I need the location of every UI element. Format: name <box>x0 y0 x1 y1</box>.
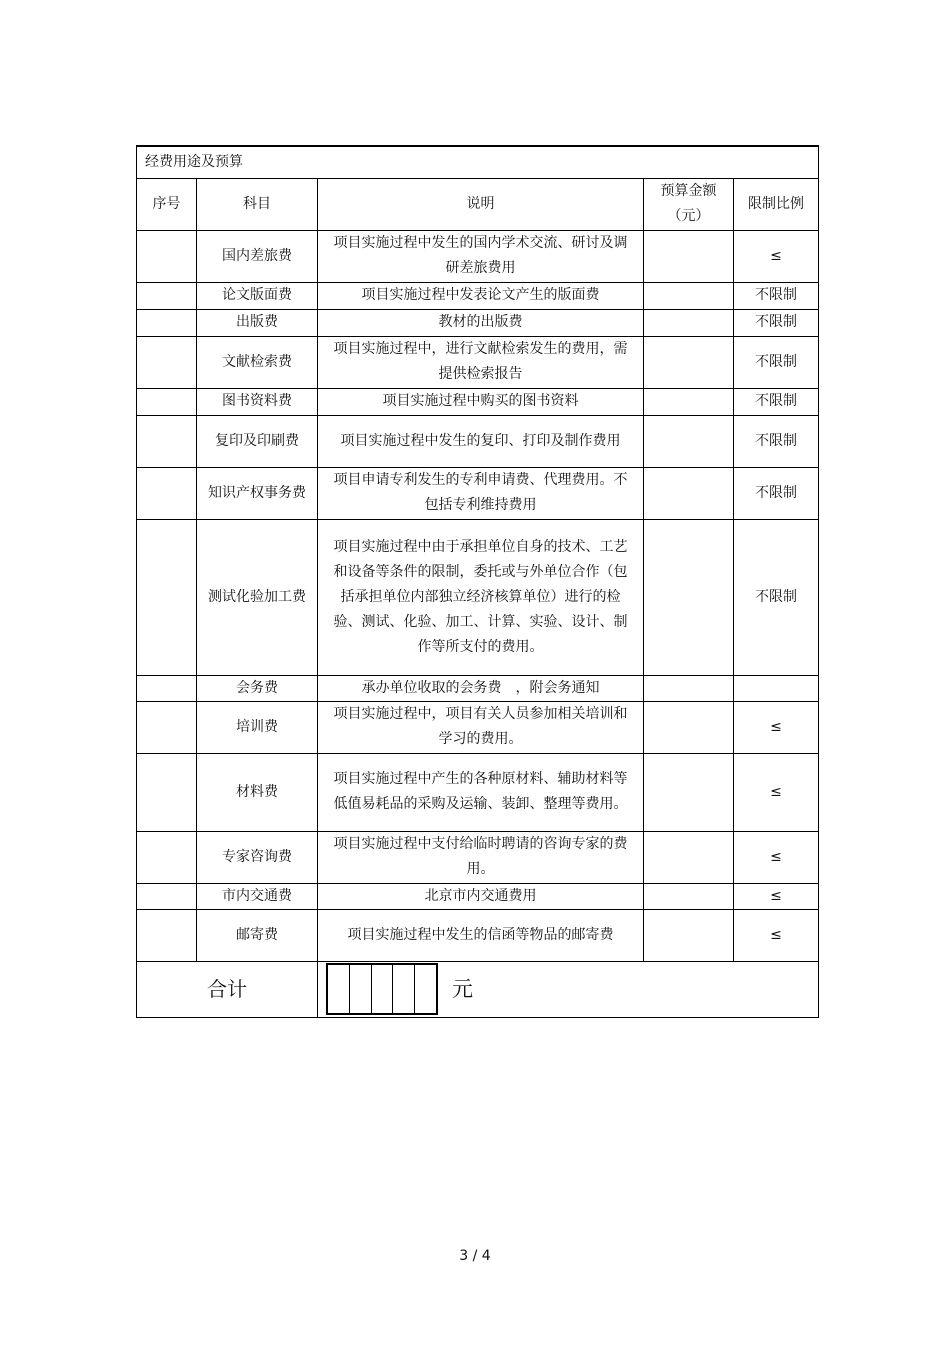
total-amount-cell <box>318 961 819 1017</box>
table-row <box>137 675 819 701</box>
budget-amount-cell[interactable] <box>644 519 734 675</box>
table-row <box>137 388 819 415</box>
budget-amount-cell[interactable] <box>644 415 734 467</box>
seq-cell <box>137 336 197 388</box>
subject-cell: 论文版面费 <box>197 282 318 309</box>
table-row <box>137 753 819 831</box>
limit-cell: ≤ <box>734 701 819 753</box>
limit-cell: 不限制 <box>734 309 819 336</box>
table-row <box>137 230 819 282</box>
budget-amount-cell[interactable] <box>644 701 734 753</box>
seq-cell <box>137 467 197 519</box>
subject-cell: 复印及印刷费 <box>197 415 318 467</box>
header-seq: 序号 <box>137 178 197 230</box>
limit-cell: 不限制 <box>734 336 819 388</box>
table-title: 经费用途及预算 <box>137 146 819 178</box>
seq-cell <box>137 701 197 753</box>
limit-cell: 不限制 <box>734 519 819 675</box>
table-row <box>137 282 819 309</box>
subject-cell: 图书资料费 <box>197 388 318 415</box>
table-row <box>137 701 819 753</box>
budget-amount-cell[interactable] <box>644 467 734 519</box>
budget-amount-cell[interactable] <box>644 831 734 883</box>
seq-cell <box>137 831 197 883</box>
subject-cell: 培训费 <box>197 701 318 753</box>
subject-cell: 邮寄费 <box>197 909 318 961</box>
budget-amount-cell[interactable] <box>644 230 734 282</box>
desc-cell: 承办单位收取的会务费 ，附会务通知 <box>318 675 644 701</box>
limit-cell: ≤ <box>734 883 819 909</box>
table-row <box>137 909 819 961</box>
desc-cell: 项目实施过程中，进行文献检索发生的费用，需提供检索报告 <box>318 336 644 388</box>
subject-cell: 知识产权事务费 <box>197 467 318 519</box>
subject-cell: 测试化验加工费 <box>197 519 318 675</box>
limit-cell: ≤ <box>734 909 819 961</box>
desc-cell: 项目实施过程中发生的信函等物品的邮寄费 <box>318 909 644 961</box>
desc-cell: 项目申请专利发生的专利申请费、代理费用。不包括专利维持费用 <box>318 467 644 519</box>
header-budget: 预算金额（元） <box>644 178 734 230</box>
subject-cell: 专家咨询费 <box>197 831 318 883</box>
seq-cell <box>137 230 197 282</box>
limit-cell: 不限制 <box>734 467 819 519</box>
page-number: 3 / 4 <box>459 1248 491 1264</box>
budget-amount-cell[interactable] <box>644 909 734 961</box>
seq-cell <box>137 519 197 675</box>
table-row <box>137 519 819 675</box>
header-desc: 说明 <box>318 178 644 230</box>
subject-cell: 会务费 <box>197 675 318 701</box>
subject-cell: 文献检索费 <box>197 336 318 388</box>
subject-cell: 国内差旅费 <box>197 230 318 282</box>
subject-cell: 出版费 <box>197 309 318 336</box>
seq-cell <box>137 909 197 961</box>
total-label: 合计 <box>137 961 318 1017</box>
limit-cell: ≤ <box>734 831 819 883</box>
desc-cell: 北京市内交通费用 <box>318 883 644 909</box>
budget-amount-cell[interactable] <box>644 388 734 415</box>
table-row <box>137 309 819 336</box>
limit-cell: 不限制 <box>734 388 819 415</box>
desc-cell: 项目实施过程中由于承担单位自身的技术、工艺和设备等条件的限制，委托或与外单位合作（包括承担单位内部独立经济核算单位）进行的检验、测试、化验、加工、计算、实验、设计、制作等所支付的费用。 <box>318 519 644 675</box>
table-row <box>137 415 819 467</box>
budget-amount-cell[interactable] <box>644 282 734 309</box>
limit-cell: ≤ <box>734 230 819 282</box>
table-row <box>137 883 819 909</box>
total-row <box>137 961 819 1017</box>
seq-cell <box>137 282 197 309</box>
limit-cell: 不限制 <box>734 282 819 309</box>
limit-cell: 不限制 <box>734 415 819 467</box>
limit-cell: ≤ <box>734 753 819 831</box>
limit-cell <box>734 675 819 701</box>
subject-cell: 材料费 <box>197 753 318 831</box>
total-digit-boxes[interactable] <box>326 963 438 1015</box>
desc-cell: 项目实施过程中发生的国内学术交流、研讨及调研差旅费用 <box>318 230 644 282</box>
header-subject: 科目 <box>197 178 318 230</box>
subject-cell: 市内交通费 <box>197 883 318 909</box>
seq-cell <box>137 388 197 415</box>
budget-amount-cell[interactable] <box>644 675 734 701</box>
budget-amount-cell[interactable] <box>644 883 734 909</box>
seq-cell <box>137 309 197 336</box>
desc-cell: 项目实施过程中发表论文产生的版面费 <box>318 282 644 309</box>
total-unit: 元 <box>452 976 473 1001</box>
desc-cell: 教材的出版费 <box>318 309 644 336</box>
table-row <box>137 467 819 519</box>
seq-cell <box>137 675 197 701</box>
desc-cell: 项目实施过程中支付给临时聘请的咨询专家的费用。 <box>318 831 644 883</box>
seq-cell <box>137 415 197 467</box>
budget-amount-cell[interactable] <box>644 753 734 831</box>
desc-cell: 项目实施过程中购买的图书资料 <box>318 388 644 415</box>
desc-cell: 项目实施过程中发生的复印、打印及制作费用 <box>318 415 644 467</box>
budget-amount-cell[interactable] <box>644 336 734 388</box>
seq-cell <box>137 753 197 831</box>
budget-table <box>136 145 819 1018</box>
header-limit: 限制比例 <box>734 178 819 230</box>
budget-amount-cell[interactable] <box>644 309 734 336</box>
table-row <box>137 831 819 883</box>
desc-cell: 项目实施过程中产生的各种原材料、辅助材料等低值易耗品的采购及运输、装卸、整理等费用。 <box>318 753 644 831</box>
desc-cell: 项目实施过程中，项目有关人员参加相关培训和学习的费用。 <box>318 701 644 753</box>
seq-cell <box>137 883 197 909</box>
table-row <box>137 336 819 388</box>
